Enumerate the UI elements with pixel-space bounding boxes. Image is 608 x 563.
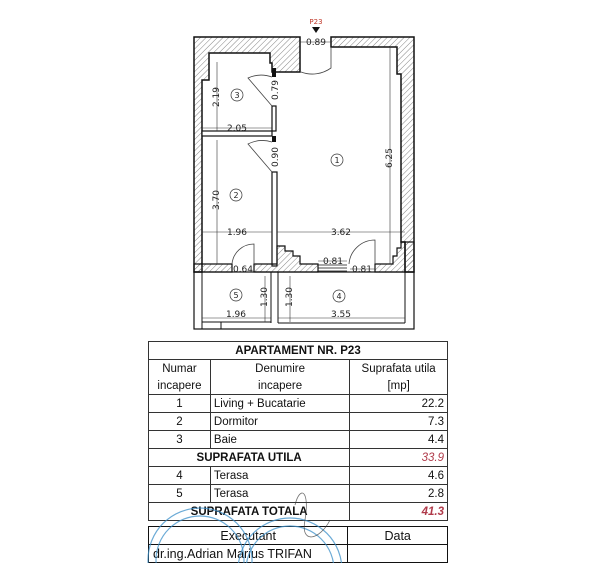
terraces xyxy=(194,272,414,329)
room-number: 3 xyxy=(149,431,211,449)
svg-text:2: 2 xyxy=(233,191,239,200)
svg-text:1: 1 xyxy=(334,156,340,165)
dim-window-living: 0.81 xyxy=(322,257,344,267)
table-row xyxy=(149,413,448,431)
svg-text:3: 3 xyxy=(234,91,240,100)
room-label-3 xyxy=(231,89,243,101)
dim-bath-height: 2.19 xyxy=(212,86,222,108)
room-number: 2 xyxy=(149,413,211,431)
room-label-5 xyxy=(230,289,242,301)
doors xyxy=(232,47,375,264)
table-row xyxy=(149,395,448,413)
dim-terrace5-door: 0.64 xyxy=(232,265,254,275)
dim-living-height: 6.25 xyxy=(385,147,395,169)
total-label: SUPRAFATA TOTALA xyxy=(149,503,350,521)
subtotal-row xyxy=(149,449,448,467)
room-number: 1 xyxy=(149,395,211,413)
dim-terrace4-width: 3.55 xyxy=(330,310,352,320)
room-number: 5 xyxy=(149,485,211,503)
header-room-name-2: incapere xyxy=(210,377,349,395)
table-row xyxy=(149,431,448,449)
room-name: Baie xyxy=(210,431,349,449)
dim-terrace5-height: 1.30 xyxy=(260,286,270,308)
executant-name: dr.ing.Adrian Marius TRIFAN xyxy=(149,545,348,563)
dim-bedroom-height: 3.70 xyxy=(212,189,222,211)
executant-label: Executant xyxy=(149,527,348,545)
svg-text:4: 4 xyxy=(336,292,342,301)
room-label-2 xyxy=(230,189,242,201)
header-area-2: [mp] xyxy=(350,377,448,395)
dim-terrace4-door: 0.81 xyxy=(351,265,373,275)
room-name: Terasa xyxy=(210,485,349,503)
room-name: Living + Bucatarie xyxy=(210,395,349,413)
header-room-name-1: Denumire xyxy=(210,360,349,378)
subtotal-label: SUPRAFATA UTILA xyxy=(149,449,350,467)
dim-entrance-door: 0.89 xyxy=(305,38,327,48)
total-value: 41.3 xyxy=(350,503,448,521)
room-number: 4 xyxy=(149,467,211,485)
dimension-lines xyxy=(202,42,405,322)
room-area: 2.8 xyxy=(350,485,448,503)
area-table xyxy=(148,341,448,521)
dim-bedroom-width: 1.96 xyxy=(226,228,248,238)
date-value xyxy=(348,545,448,563)
room-label-4 xyxy=(333,290,345,302)
table-row xyxy=(149,467,448,485)
table-title: APARTAMENT NR. P23 xyxy=(149,342,448,360)
dim-terrace4-height: 1.30 xyxy=(285,286,295,308)
subtotal-value: 33.9 xyxy=(350,449,448,467)
date-label: Data xyxy=(348,527,448,545)
dim-bath-width: 2.05 xyxy=(226,124,248,134)
dim-terrace5-width: 1.96 xyxy=(225,310,247,320)
dim-bath-door: 0.79 xyxy=(271,79,281,101)
room-name: Dormitor xyxy=(210,413,349,431)
svg-text:5: 5 xyxy=(233,291,239,300)
room-area: 4.4 xyxy=(350,431,448,449)
dim-living-width: 3.62 xyxy=(330,228,352,238)
table-row xyxy=(149,485,448,503)
header-room-number-1: Numar xyxy=(149,360,211,378)
room-area: 22.2 xyxy=(350,395,448,413)
dim-bedroom-door: 0.90 xyxy=(271,146,281,168)
header-room-number-2: incapere xyxy=(149,377,211,395)
room-label-1 xyxy=(331,154,343,166)
room-area: 7.3 xyxy=(350,413,448,431)
total-row xyxy=(149,503,448,521)
executant-table xyxy=(148,526,448,563)
room-area: 4.6 xyxy=(350,467,448,485)
entrance-arrow-icon xyxy=(312,27,320,33)
room-name: Terasa xyxy=(210,467,349,485)
entrance-marker-label: P23 xyxy=(309,18,323,26)
header-area-1: Suprafata utila xyxy=(350,360,448,378)
